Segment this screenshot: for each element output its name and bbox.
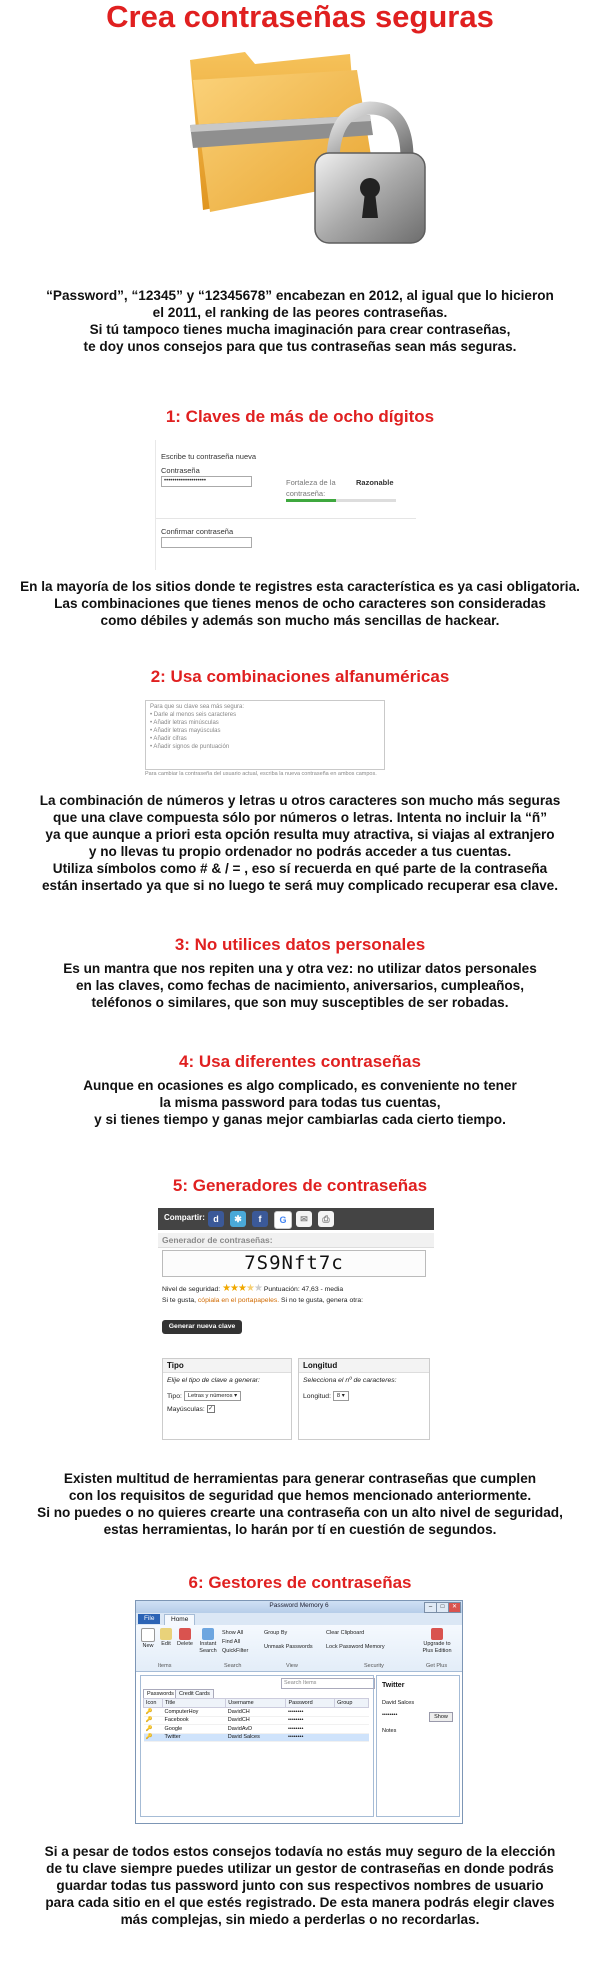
unmask-passwords-button[interactable]: Unmask Passwords	[264, 1644, 313, 1650]
tipo-label: Tipo:	[167, 1392, 182, 1400]
details-username: David Salces	[382, 1700, 415, 1706]
intro-line: Si tú tampoco tienes mucha imaginación para crear contraseñas,	[89, 322, 511, 337]
section-3-text	[0, 960, 600, 1011]
row-password: ••••••••	[286, 1725, 335, 1734]
dislike-text: Si no te gusta, genera otra:	[281, 1297, 364, 1304]
search-input[interactable]: Search Items	[281, 1678, 375, 1689]
password-manager-screenshot	[135, 1600, 463, 1824]
security-label: Nivel de seguridad:	[162, 1286, 221, 1293]
table-row[interactable]	[144, 1733, 369, 1742]
table-row[interactable]	[144, 1708, 369, 1717]
text-line: de tu clave siempre puedes utilizar un gestor de contraseñas en donde podrás	[46, 1861, 554, 1876]
text-line: y no llevas tu propio ordenador no podrás acceder a tus cuentas.	[88, 844, 512, 859]
group-label: View	[286, 1663, 298, 1669]
uppercase-checkbox[interactable]: ✓	[208, 1406, 214, 1412]
longitud-row	[303, 1391, 349, 1401]
row-title: Twitter	[163, 1733, 226, 1742]
group-label: Items	[158, 1663, 172, 1669]
print-icon[interactable]: ⎙	[318, 1211, 334, 1227]
text-line: y si tienes tiempo y ganas mejor cambiarlas cada cierto tiempo.	[94, 1112, 506, 1127]
minimize-icon[interactable]: –	[424, 1602, 437, 1613]
copy-link[interactable]: cópiala en el portapapeles.	[197, 1297, 280, 1304]
text-line: Si a pesar de todos estos consejos todavía no estás muy seguro de la elección	[44, 1844, 556, 1859]
tab-credit-cards[interactable]: Credit Cards	[175, 1689, 214, 1698]
security-row	[162, 1283, 343, 1294]
row-title: ComputerHoy	[163, 1708, 226, 1717]
score-text: Puntuación: 47,63 - media	[263, 1286, 344, 1293]
new-button[interactable]: New	[140, 1628, 156, 1650]
text-line: la misma password para todas tus cuentas,	[159, 1095, 441, 1110]
text-line: Es un mantra que nos repiten una y otra vez: no utilizar datos personales	[63, 961, 537, 976]
column-header[interactable]: Group	[335, 1699, 369, 1708]
generate-button[interactable]: Generar nueva clave	[162, 1320, 242, 1334]
text-line: como débiles y además son mucho más sencillas de hackear.	[100, 613, 500, 628]
bookmark-icon[interactable]: ✉	[296, 1211, 312, 1227]
tab-home[interactable]: Home	[164, 1614, 195, 1625]
delicious-icon[interactable]: d	[208, 1211, 224, 1227]
password-form-screenshot	[155, 440, 446, 570]
page-title: Crea contraseñas seguras	[106, 0, 494, 34]
row-password: ••••••••	[286, 1733, 335, 1742]
google-icon[interactable]: G	[274, 1211, 292, 1229]
facebook-icon[interactable]: f	[252, 1211, 268, 1227]
section-6-heading: 6: Gestores de contraseñas	[188, 1573, 412, 1592]
delete-button[interactable]: Delete	[176, 1628, 194, 1648]
group-label: Security	[364, 1663, 384, 1669]
tips-line: • Darle al menos seis caracteres	[150, 712, 237, 718]
group-by-button[interactable]: Group By	[264, 1630, 288, 1636]
section-1-heading: 1: Claves de más de ocho dígitos	[165, 407, 435, 426]
text-line: guardar todas tus password junto con sus respectivos nombres de usuario	[56, 1878, 544, 1893]
row-username: David Salces	[226, 1733, 286, 1742]
uppercase-label: Mayúsculas:	[167, 1405, 205, 1413]
table-row[interactable]	[144, 1725, 369, 1734]
text-line: en las claves, como fechas de nacimiento, aniversarios, cumpleaños,	[75, 978, 525, 993]
uppercase-row	[167, 1405, 215, 1413]
longitud-hint: Selecciona el nº de caracteres:	[303, 1377, 397, 1384]
tipo-title: Tipo	[163, 1359, 291, 1373]
tips-line: Para que su clave sea más segura:	[150, 704, 245, 710]
ribbon-tabs	[136, 1613, 462, 1625]
section-2-heading: 2: Usa combinaciones alfanuméricas	[150, 667, 450, 686]
section-5-text	[0, 1470, 600, 1538]
tipo-select[interactable]: Letras y números ▾	[184, 1391, 241, 1401]
tips-line: • Añadir signos de puntuación	[150, 744, 230, 750]
star-icon: ★	[253, 1283, 262, 1294]
find-all-button[interactable]: Find All	[222, 1639, 241, 1645]
tips-line: • Añadir cifras	[150, 736, 187, 742]
key-icon: 🔑	[144, 1708, 163, 1717]
text-line: estas herramientas, lo harán por tí en cuestión de segundos.	[103, 1522, 497, 1537]
column-header[interactable]: Title	[163, 1699, 226, 1708]
password-label: Contraseña	[161, 466, 200, 475]
upgrade-button[interactable]: Upgrade to Plus Edition	[418, 1628, 456, 1654]
tipo-row	[167, 1391, 241, 1401]
generated-password[interactable]: 7S9Nft7c	[162, 1250, 426, 1277]
text-line: que una clave compuesta sólo por números o letras. Intenta no incluir la “ñ”	[52, 810, 547, 825]
table-row[interactable]	[144, 1716, 369, 1725]
quickfilter-button[interactable]: QuickFilter	[222, 1648, 249, 1654]
column-header[interactable]: Icon	[144, 1699, 163, 1708]
text-line: La combinación de números y letras u otros caracteres son mucho más seguras	[39, 793, 561, 808]
row-title: Google	[163, 1725, 226, 1734]
text-line: En la mayoría de los sitios donde te registres esta característica es ya casi obligatoria.	[20, 579, 580, 594]
star-icon: ★	[230, 1283, 239, 1294]
intro-line: te doy unos consejos para que tus contraseñas sean más seguras.	[83, 339, 517, 354]
longitud-label: Longitud:	[303, 1392, 331, 1400]
tipo-hint: Elije el tipo de clave a generar:	[167, 1377, 260, 1384]
details-notes-label: Notes	[382, 1728, 397, 1734]
row-password: ••••••••	[286, 1708, 335, 1717]
share-label: Compartir:	[164, 1213, 205, 1222]
star-icon: ★	[222, 1283, 231, 1294]
generator-header	[158, 1233, 434, 1248]
longitud-panel	[298, 1358, 430, 1440]
clear-clipboard-button[interactable]: Clear Clipboard	[326, 1630, 365, 1636]
close-icon[interactable]: ✕	[448, 1602, 461, 1613]
details-title: Twitter	[382, 1682, 405, 1689]
column-header[interactable]: Password	[286, 1699, 335, 1708]
section-6-text	[0, 1843, 600, 1928]
password-list-panel	[140, 1675, 374, 1817]
text-line: ya que aunque a priori esta opción resulta muy atractiva, si viajas al extranjero	[45, 827, 555, 842]
copy-row	[162, 1297, 363, 1304]
column-header[interactable]: Username	[226, 1699, 286, 1708]
section-4-text	[0, 1077, 600, 1128]
tab-passwords[interactable]: Passwords	[143, 1689, 178, 1698]
key-icon: 🔑	[144, 1716, 163, 1725]
strength-label: Fortaleza de la	[286, 478, 336, 487]
text-line: Utiliza símbolos como # & / = , eso sí recuerda en qué parte de la contraseña	[52, 861, 548, 876]
section-5-heading: 5: Generadores de contraseñas	[172, 1176, 428, 1195]
password-tips-screenshot	[145, 700, 385, 780]
section-1-text	[0, 578, 600, 629]
tab-file[interactable]: File	[138, 1614, 160, 1624]
star-icon: ★	[245, 1283, 254, 1294]
longitud-select[interactable]: 8 ▾	[333, 1391, 349, 1401]
edit-button[interactable]: Edit	[158, 1628, 174, 1648]
window-title: Password Memory 6	[269, 1602, 329, 1609]
row-username: DavidCH	[226, 1716, 286, 1725]
group-label: Get Plus	[426, 1663, 448, 1669]
key-icon: 🔑	[144, 1733, 163, 1742]
rating-stars	[222, 1283, 262, 1294]
details-panel	[376, 1675, 460, 1817]
confirm-password-field[interactable]	[161, 537, 252, 548]
password-field[interactable]: ••••••••••••••••••••	[161, 476, 252, 487]
like-prefix: Si te gusta,	[162, 1297, 197, 1304]
section-3-heading: 3: No utilices datos personales	[174, 935, 426, 954]
folder-lock-icon	[175, 40, 435, 255]
group-label: Search	[224, 1663, 242, 1669]
ribbon	[136, 1625, 462, 1672]
longitud-title: Longitud	[299, 1359, 429, 1373]
text-line: Existen multitud de herramientas para generar contraseñas que cumplen	[63, 1471, 537, 1486]
row-title: Facebook	[163, 1716, 226, 1725]
star-icon: ★	[238, 1283, 246, 1294]
intro-line: el 2011, el ranking de las peores contraseñas.	[152, 305, 448, 320]
generator-header-label: Generador de contraseñas:	[162, 1235, 273, 1245]
tipo-value: Letras y números	[187, 1393, 233, 1399]
strength-meter	[286, 499, 396, 502]
tips-footer: Para cambiar la contraseña del usuario actual, escriba la nueva contraseña en ambos campos.	[145, 771, 377, 777]
show-all-button[interactable]: Show All	[222, 1630, 244, 1636]
lock-button[interactable]: Lock Password Memory	[326, 1644, 385, 1650]
share-bar	[158, 1208, 434, 1230]
text-line: más complejas, sin miedo a perderlas o no recordarlas.	[120, 1912, 480, 1927]
row-username: DavidCH	[226, 1708, 286, 1717]
confirm-label: Confirmar contraseña	[161, 527, 234, 536]
intro-line: “Password”, “12345” y “12345678” encabezan en 2012, al igual que lo hicieron	[46, 288, 554, 303]
section-2-text	[0, 792, 600, 894]
longitud-value: 8	[336, 1393, 341, 1399]
tips-box	[145, 700, 385, 770]
key-icon: 🔑	[144, 1725, 163, 1734]
intro-text	[0, 287, 600, 355]
tipo-panel	[162, 1358, 292, 1440]
password-table	[143, 1698, 369, 1742]
maximize-icon[interactable]: □	[436, 1602, 449, 1613]
tips-line: • Añadir letras mayúsculas	[150, 728, 221, 734]
text-line: Aunque en ocasiones es algo complicado, es conveniente no tener	[83, 1078, 517, 1093]
text-line: están insertado ya que si no luego te será muy complicado recuperar esa clave.	[41, 878, 558, 893]
strength-value: Razonable	[356, 478, 394, 487]
text-line: con los requisitos de seguridad que hemos mencionado anteriormente.	[68, 1488, 532, 1503]
text-line: para cada sitio en el que estés registrado. De esta manera podrás elegir claves	[45, 1895, 555, 1910]
text-line: teléfonos o similares, que son muy susceptibles de ser robadas.	[91, 995, 509, 1010]
window-titlebar	[136, 1601, 462, 1613]
strength-label-2: contraseña:	[286, 489, 326, 498]
tips-line: • Añadir letras minúsculas	[150, 720, 219, 726]
instant-search-button[interactable]: Instant Search	[197, 1628, 219, 1654]
row-password: ••••••••	[286, 1716, 335, 1725]
details-password: ••••••••	[382, 1712, 398, 1718]
section-4-heading: 4: Usa diferentes contraseñas	[179, 1052, 421, 1071]
text-line: Las combinaciones que tienes menos de ocho caracteres son consideradas	[54, 596, 546, 611]
text-line: Si no puedes o no quieres crearte una contraseña con un alto nivel de seguridad,	[37, 1505, 563, 1520]
strength-meter-fill	[286, 499, 336, 502]
row-username: DavidAvD	[226, 1725, 286, 1734]
show-password-button[interactable]: Show	[429, 1712, 453, 1722]
password-generator-screenshot	[158, 1208, 434, 1458]
form-heading: Escribe tu contraseña nueva	[161, 452, 257, 461]
share-icon[interactable]: ✱	[230, 1211, 246, 1227]
